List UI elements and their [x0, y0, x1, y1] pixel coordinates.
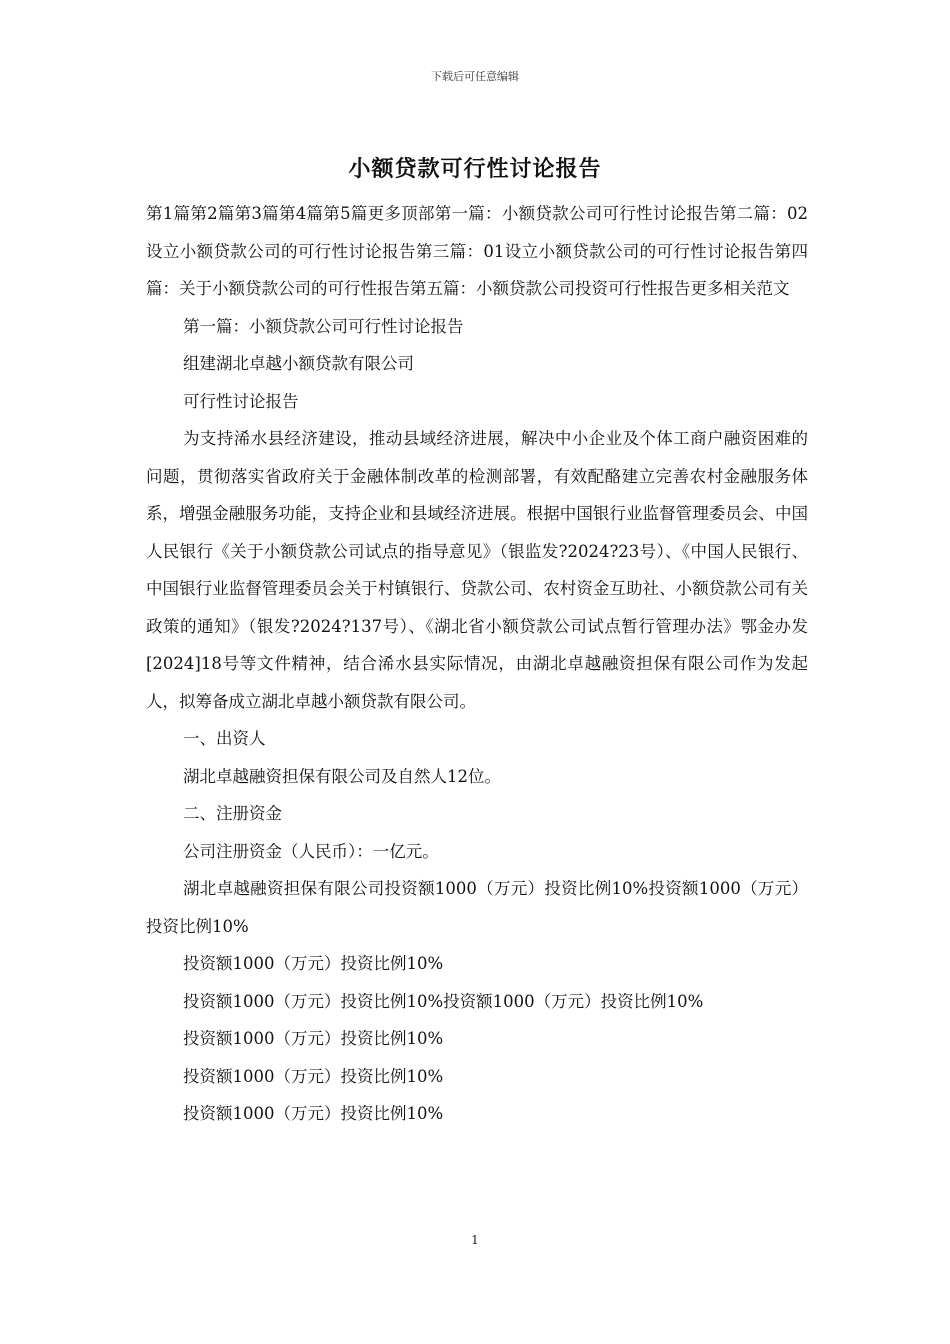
investment-line: 投资额1000（万元）投资比例10%	[183, 1029, 444, 1048]
investment-line: 投资额1000（万元）投资比例10%	[183, 954, 444, 973]
heading-investor: 一、出资人	[183, 729, 266, 748]
toc-paragraph: 第1篇第2篇第3篇第4篇第5篇更多顶部第一篇：小额贷款公司可行性讨论报告第二篇：02设立小额贷款公司的可行性讨论报告第三篇：01设立小额贷款公司的可行性讨论报告第四篇：关于小额贷款公司的可行性报告第五篇：小额贷款公司投资可行性报告更多相关范文	[146, 204, 808, 298]
capital-text: 公司注册资金（人民币）：一亿元。	[183, 841, 439, 861]
section-heading: 第一篇：小额贷款公司可行性讨论报告	[183, 316, 464, 336]
investment-line: 投资额1000（万元）投资比例10%	[183, 1066, 444, 1086]
intro-paragraph: 为支持浠水县经济建设，推动县域经济进展，解决中小企业及个体工商户融资困难的问题，贯彻落实省政府关于金融体制改革的检测部署，有效配酪建立完善农村金融服务体系，增强金融服务功能，支持企业和县域经济进展。根据中国银行业监督管理委员会、中国人民银行《关于小额贷款公司试点的指导意见》（银监发?2024?23号）、《中国人民银行、中国银行业监督管理委员会关于村镇银行、贷款公司、农村资金互助社、小额贷款公司有关政策的通知》（银发?2024?137号）、《湖北省小额贷款公司试点暂行管理办法》鄂金办发[2024]18号等文件精神，结合浠水县实际情况，由湖北卓越融资担保有限公司作为发起人，拟筹备成立湖北卓越小额贷款有限公司。	[146, 429, 808, 711]
investment-line: 湖北卓越融资担保有限公司投资额1000（万元）投资比例10%投资额1000（万元）投资比例10%	[146, 879, 808, 936]
document-body	[146, 195, 808, 1133]
page-number: 1	[471, 1233, 479, 1247]
heading-capital: 二、注册资金	[183, 804, 282, 823]
org-line: 组建湖北卓越小额贷款有限公司	[183, 354, 414, 373]
report-line: 可行性讨论报告	[183, 391, 299, 411]
investment-line: 投资额1000（万元）投资比例10%	[183, 1104, 444, 1123]
header-note: 下载后可任意编辑	[431, 70, 519, 83]
investment-line: 投资额1000（万元）投资比例10%投资额1000（万元）投资比例10%	[183, 991, 704, 1011]
investor-text: 湖北卓越融资担保有限公司及自然人12位。	[183, 766, 501, 786]
document-title: 小额贷款可行性讨论报告	[348, 156, 602, 182]
